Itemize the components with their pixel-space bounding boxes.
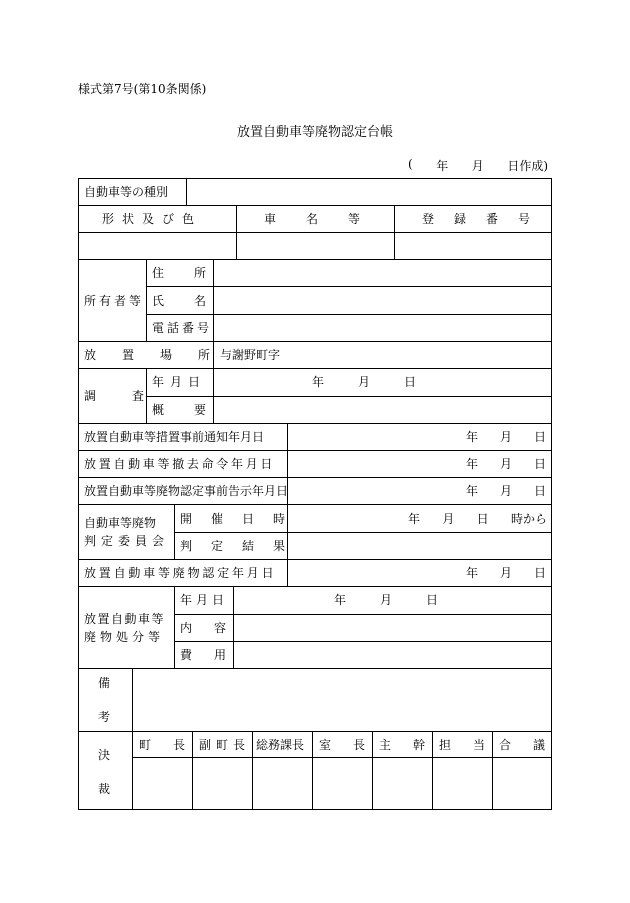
removal-order-month: 月 [499,457,512,471]
meeting-day: 日 [476,512,489,526]
survey-year: 年 [312,375,325,389]
owner-phone-label: 電話番号 [152,321,213,335]
meeting-from: 時から [510,512,547,526]
creation-date-year: 年 [436,159,449,173]
disposal-month: 月 [379,593,392,607]
approver-mayor: 町長 [139,738,208,752]
committee-label-line2: 判定委員会 [84,534,170,548]
survey-date-label: 年月日 [152,375,207,389]
owner-label: 所有者等 [84,294,145,308]
shape-color-label [102,212,212,226]
pre-announcement-date [466,484,546,498]
pre-announcement-label: 放置自動車等廃物認定事前告示年月日 [84,484,289,498]
committee-label-line1: 自動車等廃物 [84,516,157,530]
location-value: 与謝野町字 [220,348,281,362]
disposal-date-label: 年月日 [180,593,229,607]
approval-label-line1: 決 [98,748,111,762]
removal-order-year: 年 [466,457,479,471]
register-table [78,178,568,810]
prior-notice-day: 日 [533,430,546,444]
meeting-month: 月 [442,512,455,526]
certification-day: 日 [533,566,546,580]
approver-deputy-mayor: 副町長 [199,738,251,752]
pre-announcement-day: 日 [533,484,546,498]
meeting-datetime [408,512,547,526]
survey-day: 日 [403,375,416,389]
survey-summary-label: 概要 [152,403,237,417]
survey-month: 月 [357,375,370,389]
disposal-label-line1: 放置自動車等 [84,612,166,626]
approver-chief-officer: 主幹 [379,738,448,752]
creation-date-open: ( [408,157,413,171]
approver-office-chief: 室長 [319,738,388,752]
form-number: 様式第7号(第10条関係) [78,82,207,96]
disposal-year: 年 [334,593,347,607]
disposal-content-label: 内容 [180,621,249,635]
prior-notice-year: 年 [466,430,479,444]
registration-number-label: 登録番号 [422,212,551,226]
prior-notice-label: 放置自動車等措置事前通知年月日 [84,430,265,444]
removal-order-label: 放置自動車等撤去命令年月日 [84,457,276,471]
document-title: 放置自動車等廃物認定台帳 [236,125,393,140]
meeting-year: 年 [408,512,421,526]
removal-order-date [466,457,546,471]
shape-color-text: 形状及び色 [102,212,203,226]
survey-label: 調査 [84,389,181,403]
disposal-date [334,593,438,607]
meeting-datetime-label: 開催日時 [180,512,305,526]
approver-general-affairs-chief: 総務課長 [256,738,305,752]
car-name-label: 車名等 [264,212,391,226]
owner-address-label: 住所 [152,266,237,280]
remarks-label-line1: 備 [98,676,111,690]
remarks-label-line2: 考 [98,710,111,724]
creation-date [408,157,548,174]
pre-announcement-year: 年 [466,484,479,498]
disposal-cost-label: 費用 [180,648,249,662]
removal-order-day: 日 [533,457,546,471]
approver-in-charge: 担当 [439,738,508,752]
judgment-label: 判定結果 [180,539,305,553]
certification-year: 年 [466,566,479,580]
approver-consultation: 合議 [499,738,568,752]
location-label: 放置場所 [84,348,237,362]
disposal-label-line2: 廃物処分等 [84,630,165,644]
owner-name-label: 氏名 [152,294,237,308]
approval-label-line2: 裁 [98,782,111,796]
prior-notice-month: 月 [499,430,512,444]
certification-date-label: 放置自動車等廃物認定年月日 [84,566,277,580]
disposal-day: 日 [425,593,438,607]
creation-date-day: 日作成) [507,159,548,173]
certification-date [466,566,546,580]
vehicle-type-label: 自動車等の種別 [84,185,169,199]
survey-date [312,375,416,389]
certification-month: 月 [499,566,512,580]
prior-notice-date [466,430,546,444]
pre-announcement-month: 月 [499,484,512,498]
creation-date-month: 月 [471,159,484,173]
